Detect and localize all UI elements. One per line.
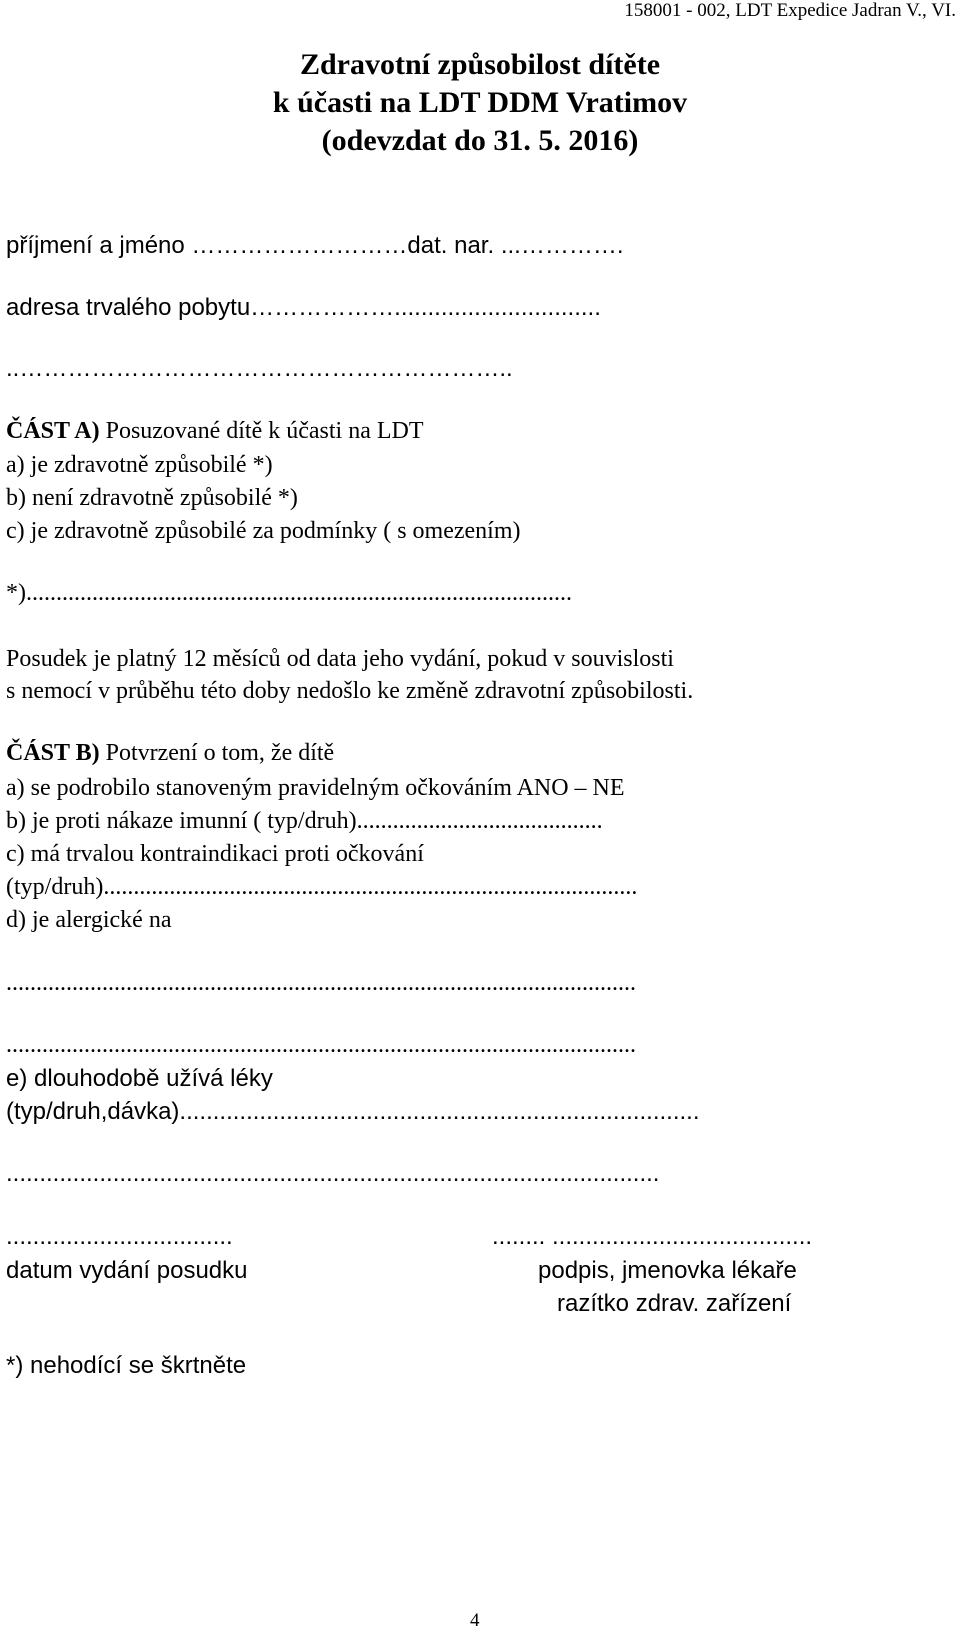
form-title-line-1: Zdravotní způsobilost dítěte [299,48,661,81]
part-b-option-e: e) dlouhodobě užívá léky [6,1065,273,1092]
validity-note-line-1: Posudek je platný 12 měsíců od data jeho vydání, pokud v souvislosti [6,646,674,672]
part-a-option-a: a) je zdravotně způsobilé *) [6,452,273,478]
part-a-label: ČÁST A) [6,418,100,444]
issue-date-blank: .................................. [6,1223,233,1250]
document-reference: 158001 - 002, LDT Expedice Jadran V., VI. [624,0,956,21]
form-title-line-3: (odevzdat do 31. 5. 2016) [321,124,639,157]
part-b-option-e-detail: (typ/druh,dávka).............................................................................. [6,1098,700,1125]
stamp-label: razítko zdrav. zařízení [557,1290,792,1317]
part-a-text: Posuzované dítě k účasti na LDT [99,418,424,444]
signature-blank: ........ ....................................... [492,1223,813,1250]
part-b-option-a: a) se podrobilo stanoveným pravidelným očkováním ANO – NE [6,775,625,801]
part-b-option-c-detail: (typ/druh)......................................................................................... [6,874,638,900]
part-b-text: Potvrzení o tom, že dítě [99,740,335,766]
validity-note-line-2: s nemocí v průběhu této doby nedošlo ke změně zdravotní způsobilosti. [6,678,694,704]
form-title-line-2: k účasti na LDT DDM Vratimov [272,86,688,119]
signature-label: podpis, jmenovka lékaře [538,1257,797,1284]
allergy-blank-line-1: ......................................................................................................... [6,970,636,996]
medication-blank-line: .................................................................................................. [6,1160,660,1187]
part-a-option-c: c) je zdravotně způsobilé za podmínky ( s omezením) [6,518,521,544]
page-number: 4 [470,1610,480,1631]
allergy-blank-line-2: ......................................................................................................... [6,1032,636,1058]
part-a-option-b: b) není zdravotně způsobilé *) [6,485,298,511]
part-b-label: ČÁST B) [6,740,100,766]
part-a-heading [6,418,424,445]
part-b-option-b: b) je proti nákaze imunní ( typ/druh)......................................... [6,808,603,834]
part-a-option-c-detail: *)........................................................................................... [6,580,572,606]
part-b-option-c: c) má trvalou kontraindikaci proti očkování [6,841,424,867]
footnote: *) nehodící se škrtněte [6,1352,247,1379]
part-b-heading [6,740,334,767]
address-field: adresa trvalého pobytu………………............................... [6,294,601,321]
name-birthdate-field: příjmení a jméno ………………………dat. nar. ...…………. [6,232,624,259]
address-field-continuation: ..…………………………………………………….. [6,355,513,382]
part-b-option-d: d) je alergické na [6,907,172,933]
issue-date-label: datum vydání posudku [6,1257,248,1284]
